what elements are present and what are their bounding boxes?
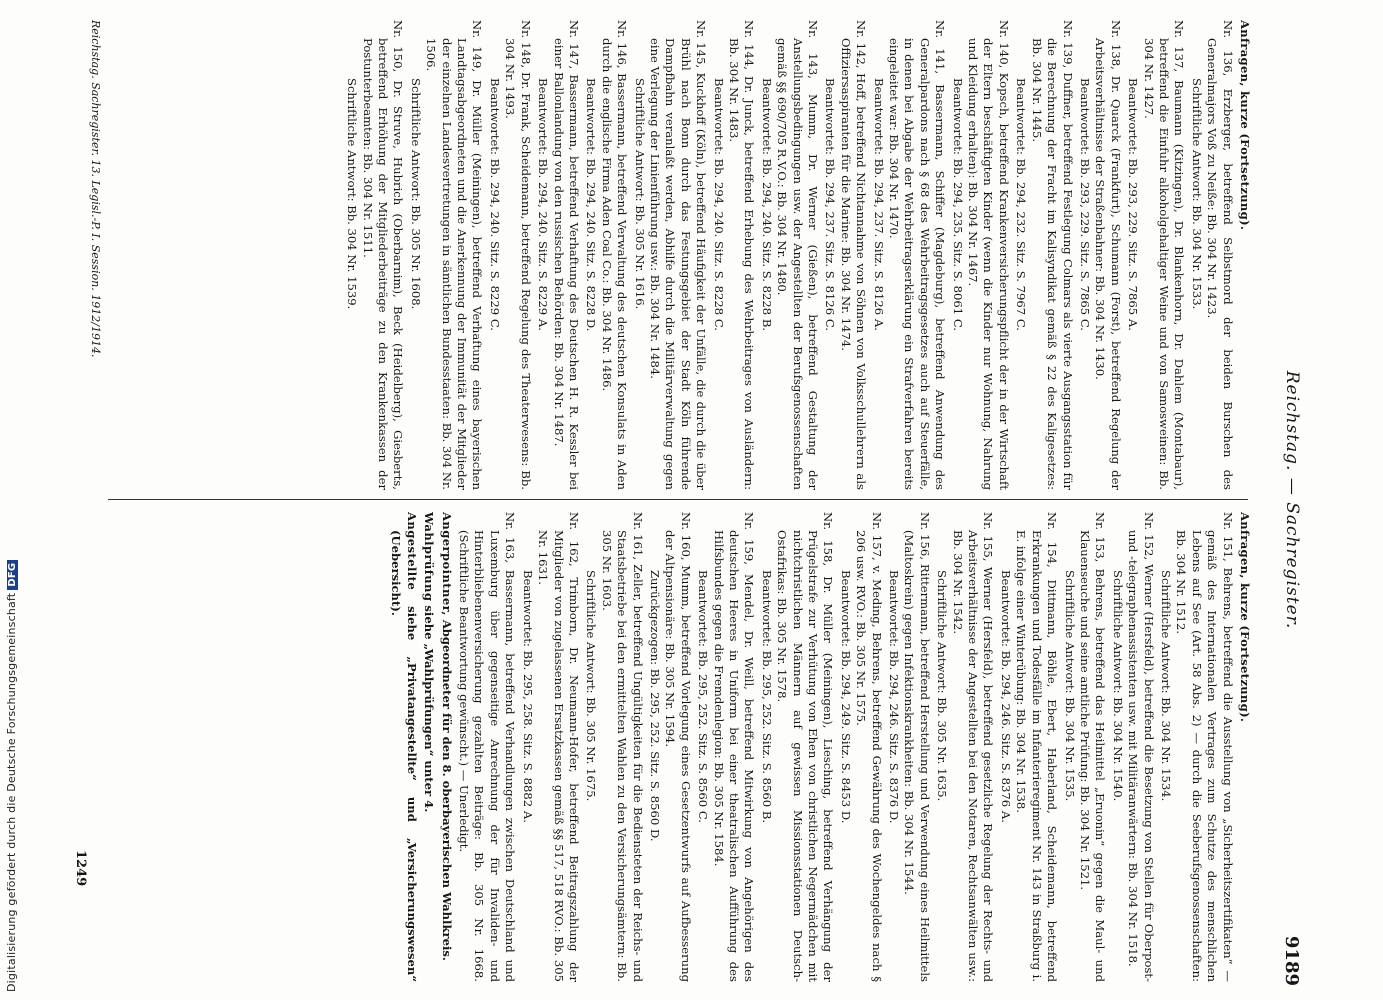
entry-text: Nr. 141, Bassermann, Schiffer (Magdeburg), betreffend Anwendung des Generalpardons nach § 68 des Wehrbeitragsgesetzes auch auf Steuerfälle, in denen bei Abgabe der Wehrbeitragserklärung ein Strafverfahren bereits eingeleitet war: Bb. 304 Nr. 1470. xyxy=(887,20,948,490)
entry-text: Nr. 153, Behrens, betreffend das Heilmittel „Eruonin“ gegen die Maul- und Klauenseuche und seine amtliche Prüfung: Bb. 304 Nr. 1521. xyxy=(1077,512,1108,982)
register-entry xyxy=(886,512,932,982)
entry-text: Nr. 152, Werner (Hersfeld), betreffend die Besetzung von Stellen für Oberpost- und -telegraphenassistenten usw. mit Militäranwärtern: Bb. 304 Nr. 1518. xyxy=(1126,512,1156,982)
right-column xyxy=(72,512,1252,982)
entry-answer: Zurückgezogen: Bb. 295, 252. Sitz. S. 8560 D. xyxy=(647,570,662,842)
register-entry xyxy=(1077,20,1123,490)
register-entry xyxy=(583,20,629,490)
register-entry xyxy=(407,20,484,490)
entry-text: Nr. 161, Zeller, betreffend Ungültigkeiten für die Bediensteten der Reichs- und Staatsbetriebe bei den ermittelten Wahlen zu den Versicherungsämtern: Bb. 305 Nr. 1603. xyxy=(599,512,645,982)
register-entry xyxy=(487,20,533,490)
entry-answer: Beantwortet: Bb. 294, 246. Sitz. S. 8376 D. xyxy=(887,570,902,824)
entry-text: Nr. 162, Trimborn, Dr. Neumann-Hofer, betreffend Beitragszahlung der Mitglieder von zugelassenen Ersatzkassen gemäß §§ 517, 518 RVO.: Bb. 305 Nr. 1631. xyxy=(536,512,581,982)
entry-answer: Schriftliche Antwort: Bb. 304 Nr. 1540. xyxy=(1110,570,1125,802)
keyword-term: Angestellte xyxy=(404,512,419,591)
register-entry xyxy=(1188,20,1234,490)
register-entry xyxy=(1109,512,1155,982)
register-entry xyxy=(998,512,1060,982)
register-entry xyxy=(822,20,868,490)
entry-text: Nr. 138, Dr. Quarck (Frankfurt), Schumann (Forst), betreffend Regelung der Arbeitsverhältnisse der Straßenbahner: Bb. 304 Nr. 1430. xyxy=(1093,20,1123,490)
entry-answer: Schriftliche Antwort: Bb. 304 Nr. 1534. xyxy=(1158,570,1173,802)
entry-answer: Beantwortet: Bb. 293, 229. Sitz. S. 7865 A. xyxy=(1126,78,1141,331)
register-entry xyxy=(583,512,645,982)
register-entry xyxy=(758,512,835,982)
register-entry xyxy=(1158,512,1235,982)
entry-text: Nr. 142, Hoff, betreffend Nichtannahme von Söhnen von Volksschullehrern als Offiziersaspiranten für die Marine: Bb. 304 Nr. 1474. xyxy=(838,20,869,490)
register-footer: Reichstag. Sachregister. 13. Legisl.-P. I. Session. 1912/1914. xyxy=(89,20,102,358)
entry-answer: Beantwortet: Bb. 295, 252. Sitz. S. 8560 B. xyxy=(759,570,774,824)
keyword-entries xyxy=(388,512,454,982)
left-section-title: Anfragen, kurze (Fortsetzung). xyxy=(1238,20,1252,231)
entry-text: Nr. 148, Dr. Frank, Scheidemann, betreffend Regelung des Theaterwesens: Bb. 304 Nr. 1493. xyxy=(503,20,533,490)
keyword-text: siehe „Wahlprüfungen“ unter 4. xyxy=(422,605,437,813)
entry-text: Nr. 157, v. Meding, Behrens, betreffend Gewährung des Wochengeldes nach § 206 usw. RVO.: Bb. 305 Nr. 1575. xyxy=(854,512,884,982)
entry-text: Nr. 154, Dittmann, Böhle, Ebert, Haberland, Scheidemann, betreffend Erkrankungen und Todesfälle im Infanterieregiment Nr. 143 in Straßburg i. E. infolge einer Winterübung: Bb. 304 Nr. 1538. xyxy=(1014,512,1060,982)
keyword-entry xyxy=(438,512,453,982)
entry-text: Nr. 160, Mumm, betreffend Vorlegung eines Gesetzentwurfs auf Aufbesserung der Altpensionäre: Bb. 305 Nr. 1594. xyxy=(663,512,693,982)
entry-answer: Beantwortet: Bb. 294, 240. Sitz. S. 8228 C. xyxy=(711,78,726,331)
keyword-text: siehe „Privatangestellte“ und „Versicherungswesen“ (Uebersicht). xyxy=(389,530,419,982)
scanned-page xyxy=(18,0,1318,1000)
entry-text: Nr. 149, Dr. Müller (Meiningen), betreffend Verhaftung eines bayerischen Landtagsabgeordneten und die Anerkennung der Immunität der Mitglieder der einzelnen Landesvertretungen in sämtlichen Bundesstaaten: Bb. 304 Nr. 1506. xyxy=(424,20,485,490)
entry-answer: Schriftliche Antwort: Bb. 305 Nr. 1675. xyxy=(584,570,599,802)
entry-answer: Schriftliche Antwort: Bb. 304 Nr. 1539. xyxy=(345,78,360,310)
register-entry xyxy=(695,512,757,982)
register-entry xyxy=(1125,20,1187,490)
entry-text: Nr. 147, Bassermann, betreffend Verhaftung des Deutschen H. R. Kessler bei einer Ballonlandung von den russischen Behörden: Bb. 304 Nr. 1487. xyxy=(551,20,581,490)
entry-answer: Beantwortet: Bb. 294, 249. Sitz. S. 8453 D. xyxy=(838,570,853,824)
column-rule xyxy=(108,499,1248,500)
entry-answer: Beantwortet: Bb. 293, 229. Sitz. S. 7865 C. xyxy=(1077,78,1092,331)
entry-answer: Beantwortet: Bb. 295, 258. Sitz. S. 8882 A. xyxy=(520,570,535,823)
entry-text: Nr. 144, Dr. Junck, betreffend Erhebung des Wehrbeitrages von Ausländern: Bb. 304 Nr. 1483. xyxy=(727,20,757,490)
entry-text: Nr. 155, Werner (Hersfeld), betreffend gesetzliche Regelung der Rechts- und Arbeitsverhältnisse der Angestellten bei den Notaren, Rechtsanwälten usw.: Bb. 304 Nr. 1542. xyxy=(950,512,996,982)
register-entry xyxy=(456,512,518,982)
right-section-title: Anfragen, kurze (Fortsetzung). xyxy=(1238,512,1252,723)
entry-answer: Schriftliche Antwort: Bb. 305 Nr. 1616. xyxy=(632,78,647,310)
entry-text: Nr. 143, Mumm, Dr. Werner (Gießen), betreffend Gestaltung der Anstellungsbedingungen usw. der Angestellten der Berufsgenossenschaften gemäß §§ 690/705 R.V.O.: Bb. 304 Nr. 1480. xyxy=(775,20,821,490)
entry-answer: Beantwortet: Bb. 294, 237. Sitz. S. 8126 A. xyxy=(871,78,886,331)
entry-answer: Beantwortet: Bb. 294, 232. Sitz. S. 7967 C. xyxy=(1014,78,1029,331)
entry-answer: Beantwortet: Bb. 294, 240. Sitz. S. 8229 C. xyxy=(487,78,502,331)
keyword-term: Wahlprüfung xyxy=(422,512,437,602)
credit-text: Digitalisierung gefördert durch die Deutsche Forschungsgemeinschaft xyxy=(5,592,18,992)
register-entry xyxy=(631,20,708,490)
register-entry xyxy=(1013,20,1075,490)
entry-text: Nr. 158, Dr. Müller (Meiningen), Liesching, betreffend Verhängung der Prügelstrafe zur Verhütung von Ehen von christlichen Negermädchen mit nichtchristlichen Männern auf gewissen Missionsstationen Deutsch-Ostafrikas: Bb. 305 Nr. 1578. xyxy=(775,512,836,982)
register-entry xyxy=(344,20,406,490)
register-entry xyxy=(949,20,1011,490)
entry-answer: Beantwortet: Bb. 294, 246. Sitz. S. 8376 A. xyxy=(998,570,1013,823)
entry-answer: Beantwortet: Bb. 294, 240. Sitz. S. 8229 A. xyxy=(536,78,551,331)
register-entry xyxy=(710,20,756,490)
register-entry xyxy=(535,20,581,490)
entry-answer: Beantwortet: Bb. 295, 252. Sitz. S. 8560 C. xyxy=(696,570,711,823)
right-entries xyxy=(456,512,1235,982)
entry-answer: Beantwortet: Bb. 294, 240. Sitz. S. 8228 B. xyxy=(759,78,774,332)
running-title: Reichstag. — Sachregister. xyxy=(1282,370,1302,630)
entry-text: Nr. 150, Dr. Struve, Hubrich (Oberbarnim), Beck (Heidelberg), Giesberts, betreffend Erhöhung der Mitgliederbeiträge zu den Krankenkassen der Postunterbeamten: Bb. 304 Nr. 1511. xyxy=(360,20,406,490)
register-entry xyxy=(519,512,581,982)
keyword-text: Abgeordneter für den 8. oberbayerischen Wahlkreis. xyxy=(439,619,454,961)
entry-answer: Schriftliche Antwort: Bb. 304 Nr. 1535. xyxy=(1062,570,1077,802)
keyword-term: Angerpointner, xyxy=(439,512,454,616)
register-entry xyxy=(758,20,820,490)
entry-text: Nr. 156, Rittermann, betreffend Herstellung und Verwendung eines Heilmittels (Maltoskrein) gegen Infektionskrankheiten: Bb. 304 Nr. 1544. xyxy=(902,512,932,982)
entry-answer: Beantwortet: Bb. 294, 235. Sitz. S. 8061 C. xyxy=(950,78,965,331)
entry-answer: Schriftliche Antwort: Bb. 305 Nr. 1608. xyxy=(408,78,423,310)
entry-text: Nr. 139, Duffner, betreffend Festlegung Colmars als vierte Ausgangsstation für die Berechnung der Fracht im Kalisyndikat gemäß § 22 des Kaligesetzes: Bb. 304 Nr. 1445. xyxy=(1029,20,1075,490)
entry-answer: Schriftliche Antwort: Bb. 305 Nr. 1635. xyxy=(935,570,950,802)
left-entries xyxy=(344,20,1235,490)
page-header xyxy=(1254,0,1318,1000)
entry-answer: Schriftliche Antwort: Bb. 304 Nr. 1533. xyxy=(1189,78,1204,310)
entry-text: Nr. 145, Kuckhoff (Köln), betreffend Häufigkeit der Unfälle, die durch die über Brühl nach Bonn durch das Festungsgebiet der Stadt Köln führende Dampfbahn veranlaßt werden, Abhilfe durch die Militärverwaltung gegen eine Verlegung der Linienführung usw.: Bb. 304 Nr. 1484. xyxy=(647,20,709,490)
entry-answer: Beantwortet: Bb. 294, 237. Sitz. S. 8126 C. xyxy=(823,78,838,331)
register-entry xyxy=(934,512,996,982)
register-entry xyxy=(870,20,947,490)
page-number: 9189 xyxy=(1281,935,1302,986)
folio-number: 1249 xyxy=(73,850,88,887)
keyword-entry xyxy=(388,512,419,982)
left-column xyxy=(112,20,1252,490)
entry-text: Nr. 163, Bassermann, betreffend Verhandlungen zwischen Deutschland und Luxemburg über gegenseitige Anrechnung der für Invaliden- und Hinterbliebenenversicherung gezahlten Beiträge: Bb. 305 Nr. 1668. (Schriftliche Beantwortung gewünscht.) — Unerledigt. xyxy=(457,512,518,982)
register-entry xyxy=(837,512,883,982)
register-entry xyxy=(1061,512,1107,982)
keyword-entry xyxy=(421,512,436,982)
entry-text: Nr. 136, Erzberger, betreffend Selbstmord der beiden Burschen des Generalmajors Voß zu Neiße: Bb. 304 Nr. 1423. xyxy=(1205,20,1235,490)
entry-text: Nr. 159, Mendel, Dr. Weill, betreffend Mitwirkung von Angehörigen des deutschen Heeres in Uniform bei einer theatralischen Aufführung des Hilfsbundes gegen die Fremdenlegion: Bb. 305 Nr. 1584. xyxy=(711,512,757,982)
entry-answer: Beantwortet: Bb. 294, 240. Sitz. S. 8228 D. xyxy=(584,78,599,332)
entry-text: Nr. 140, Kopsch, betreffend Krankenversicherungspflicht der in der Wirtschaft der Eltern beschäftigten Kinder (wenn die Kinder nur Wohnung, Nahrung und Kleidung erhalten): Bb. 304 Nr. 1467. xyxy=(966,20,1011,490)
entry-text: Nr. 146, Bassermann, betreffend Verwaltung des deutschen Konsulats in Aden durch die englische Firma Aden Coal Co.: Bb. 304 Nr. 1486. xyxy=(599,20,630,490)
entry-text: Nr. 137, Baumann (Kitzingen), Dr. Blankenhorn, Dr. Dahlem (Montabaur), betreffend die Einfuhr alkoholgehaltiger Weine und von Samosweinen: Bb. 304 Nr. 1427. xyxy=(1141,20,1187,490)
entry-text: Nr. 151, Behrens, betreffend die Ausstellung von „Sicherheitszertifikaten“ — gemäß des Internationalen Vertrages zum Schutze des menschlichen Lebens auf See (Art. 58 Abs. 2) — durch die Seeberufsgenossenschaften: Bb. 304 Nr. 1512. xyxy=(1174,512,1235,982)
digitization-credit xyxy=(5,560,18,992)
register-entry xyxy=(647,512,693,982)
dfg-logo: DFG xyxy=(7,560,18,590)
